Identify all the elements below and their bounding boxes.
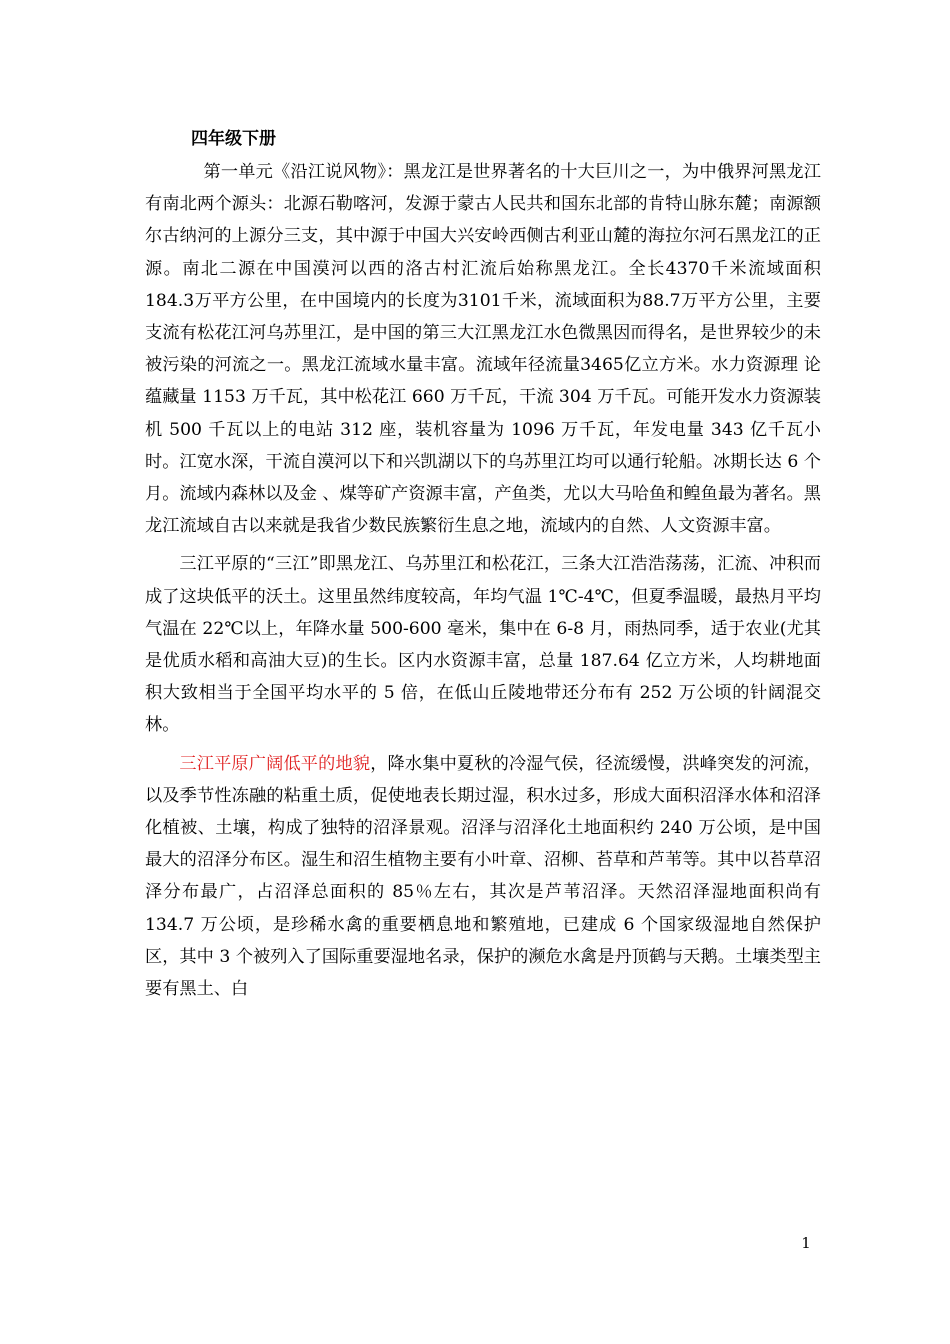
section-heading: 四年级下册 <box>191 129 276 149</box>
paragraph-wetlands <box>145 748 821 1006</box>
paragraph-wetlands-text: ，降水集中夏秋的冷湿气侯，径流缓慢，洪峰突发的河流，以及季节性冻融的粘重土质，促使地表长期过湿，积水过多，形成大面积沼泽水体和沼泽化植被、土壤，构成了独特的沼泽景观。沼泽与沼泽化土地面积约 240 万公顷，是中国最大的沼泽分布区。湿生和沼生植物主要有小叶章、沼柳、苔草和芦苇等。其中以苔草沼泽分布最广，占沼泽总面积的 85％左右，其次是芦苇沼泽。天然沼泽湿地面积尚有 134.7 万公顷，是珍稀水禽的重要栖息地和繁殖地，已建成 6 个国家级湿地自然保护区，其中 3 个被列入了国际重要湿地名录，保护的濒危水禽是丹顶鹤与天鹅。土壤类型主要有黑土、白 <box>145 753 821 1000</box>
page-number: 1 <box>801 1234 811 1252</box>
paragraph-sanjiang-plain: 三江平原的“三江”即黑龙江、乌苏里江和松花江，三条大江浩浩荡荡，汇流、冲积而成了这块低平的沃土。这里虽然纬度较高，年均气温 1℃-4℃，但夏季温暖，最热月平均气温在 22℃以上，年降水量 500-600 毫米，集中在 6-8 月，雨热同季，适于农业(尤其是优质水稻和高油大豆)的生长。区内水资源丰富，总量 187.64 亿立方米，人均耕地面积大致相当于全国平均水平的 5 倍，在低山丘陵地带还分布有 252 万公顷的针阔混交林。 <box>145 554 821 736</box>
paragraph-heilongjiang: 第一单元《沿江说风物》：黑龙江是世界著名的十大巨川之一，为中俄界河黑龙江有南北两个源头：北源石勒喀河，发源于蒙古人民共和国东北部的肯特山脉东麓；南源额尔古纳河的上源分三支，其中源于中国大兴安岭西侧古利亚山麓的海拉尔河石黑龙江的正源。南北二源在中国漠河以西的洛古村汇流后始称黑龙江。全长4370千米流域面积184.3万平方公里，在中国境内的长度为3101千米，流域面积为88.7万平方公里，主要支流有松花江河乌苏里江，是中国的第三大江黑龙江水色微黑因而得名，是世界较少的未被污染的河流之一。黑龙江流域水量丰富。流域年径流量3465亿立方米。水力资源理 论蕴藏量 1153 万千瓦，其中松花江 660 万千瓦，干流 304 万千瓦。可能开发水力资源装机 500 千瓦以上的电站 312 座，装机容量为 1096 万千瓦，年发电量 343 亿千瓦小时。江宽水深，干流自漠河以下和兴凯湖以下的乌苏里江均可以通行轮船。冰期长达 6 个月。流域内森林以及金 、煤等矿产资源丰富，产鱼类，尤以大马哈鱼和鳇鱼最为著名。黑龙江流域自古以来就是我省少数民族繁衍生息之地，流域内的自然、人文资源丰富。 <box>145 162 821 537</box>
document-body <box>145 128 821 1005</box>
highlighted-phrase: 三江平原广阔低平的地貌 <box>179 753 371 774</box>
